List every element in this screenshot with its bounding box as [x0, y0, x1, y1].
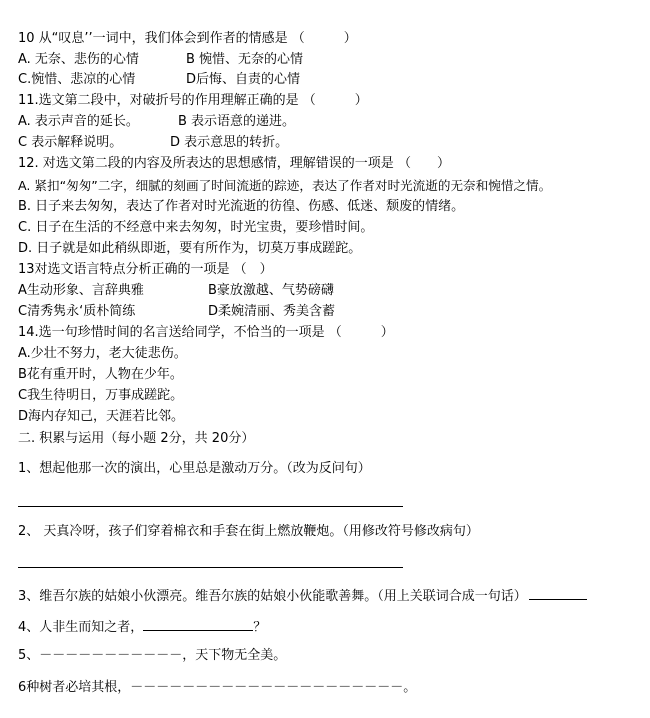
q10-option-b: B 惋惜、无奈的心情	[186, 52, 304, 67]
section2-item6: 6种树者必培其根，－－－－－－－－－－－－－－－－－－－－－。	[18, 680, 417, 695]
q13-option-b: B豪放激越、气势磅礴	[208, 283, 334, 298]
section2-item2: 2、 天真冷呀，孩子们穿着棉衣和手套在街上燃放鞭炮。（用修改符号修改病句）	[18, 524, 479, 539]
q10-options-row1	[18, 52, 303, 68]
q12-option-c: C. 日子在生活的不经意中来去匆匆，时光宝贵，要珍惜时间。	[18, 220, 374, 235]
q10-option-d: D后悔、自责的心情	[186, 72, 301, 87]
q11-options-row1	[18, 114, 295, 130]
q10-option-a: A. 无奈、悲伤的心情	[18, 52, 139, 67]
answer-blank-3[interactable]	[529, 586, 587, 600]
q10-stem: 10 从“叹息’’一词中，我们体会到作者的情感是 （ ）	[18, 31, 357, 46]
q14-option-d: D海内存知己，天涯若比邻。	[18, 409, 185, 424]
answer-line-1[interactable]	[18, 506, 403, 507]
answer-line-2[interactable]	[18, 567, 403, 568]
q14-stem: 14.选一句珍惜时间的名言送给同学，不恰当的一项是 （ ）	[18, 325, 394, 340]
q14-option-b: B花有重开时，人物在少年。	[18, 367, 183, 382]
q11-option-b: B 表示语意的递进。	[178, 114, 296, 129]
q13-options-row2	[18, 304, 335, 320]
q10-option-c: C.惋惜、悲凉的心情	[18, 72, 136, 87]
section2-item3	[18, 586, 587, 605]
q11-options-row2	[18, 135, 288, 151]
q12-option-d: D. 日子就是如此稍纵即逝，要有所作为，切莫万事成蹉跎。	[18, 241, 362, 256]
q11-option-c: C 表示解释说明。	[18, 135, 123, 150]
q14-option-c: C我生待明日，万事成蹉跎。	[18, 388, 184, 403]
q12-stem: 12. 对选文第二段的内容及所表达的思想感情，理解错误的一项是 （ ）	[18, 156, 450, 171]
q10-options-row2	[18, 72, 300, 88]
answer-blank-4[interactable]	[143, 617, 253, 631]
q11-option-d: D 表示意思的转折。	[170, 135, 289, 150]
q12-option-b: B. 日子来去匆匆，表达了作者对时光流逝的彷徨、伤感、低迷、颓废的情绪。	[18, 199, 465, 214]
q13-option-d: D柔婉清丽、秀美含蓄	[208, 304, 336, 319]
q13-options-row1	[18, 283, 334, 299]
section2-item4-end: ？	[253, 620, 267, 635]
q14-option-a: A.少壮不努力，老大徒悲伤。	[18, 346, 187, 361]
q11-option-a: A. 表示声音的延长。	[18, 114, 139, 129]
q11-stem: 11.选文第二段中，对破折号的作用理解正确的是 （ ）	[18, 93, 368, 108]
q12-option-a: A. 紧扣“匆匆”二字，细腻的刻画了时间流逝的踪迹，表达了作者对时光流逝的无奈和惋惜之情。	[18, 178, 552, 193]
q13-stem: 13对选文语言特点分析正确的一项是 （ ）	[18, 262, 273, 277]
section2-item5: 5、－－－－－－－－－－－，天下物无全美。	[18, 648, 287, 663]
q13-option-c: C清秀隽永‘质朴简练	[18, 304, 136, 319]
q13-option-a: A生动形象、言辞典雅	[18, 283, 144, 298]
section2-item1: 1、想起他那一次的演出，心里总是激动万分。（改为反问句）	[18, 461, 371, 476]
section2-item3-text: 3、维吾尔族的姑娘小伙漂亮。维吾尔族的姑娘小伙能歌善舞。（用上关联词合成一句话）	[18, 589, 527, 604]
section2-heading: 二. 积累与运用（每小题 2分，共 20分）	[18, 431, 255, 446]
section2-item4	[18, 617, 266, 636]
section2-item4-text: 4、人非生而知之者，	[18, 620, 144, 635]
